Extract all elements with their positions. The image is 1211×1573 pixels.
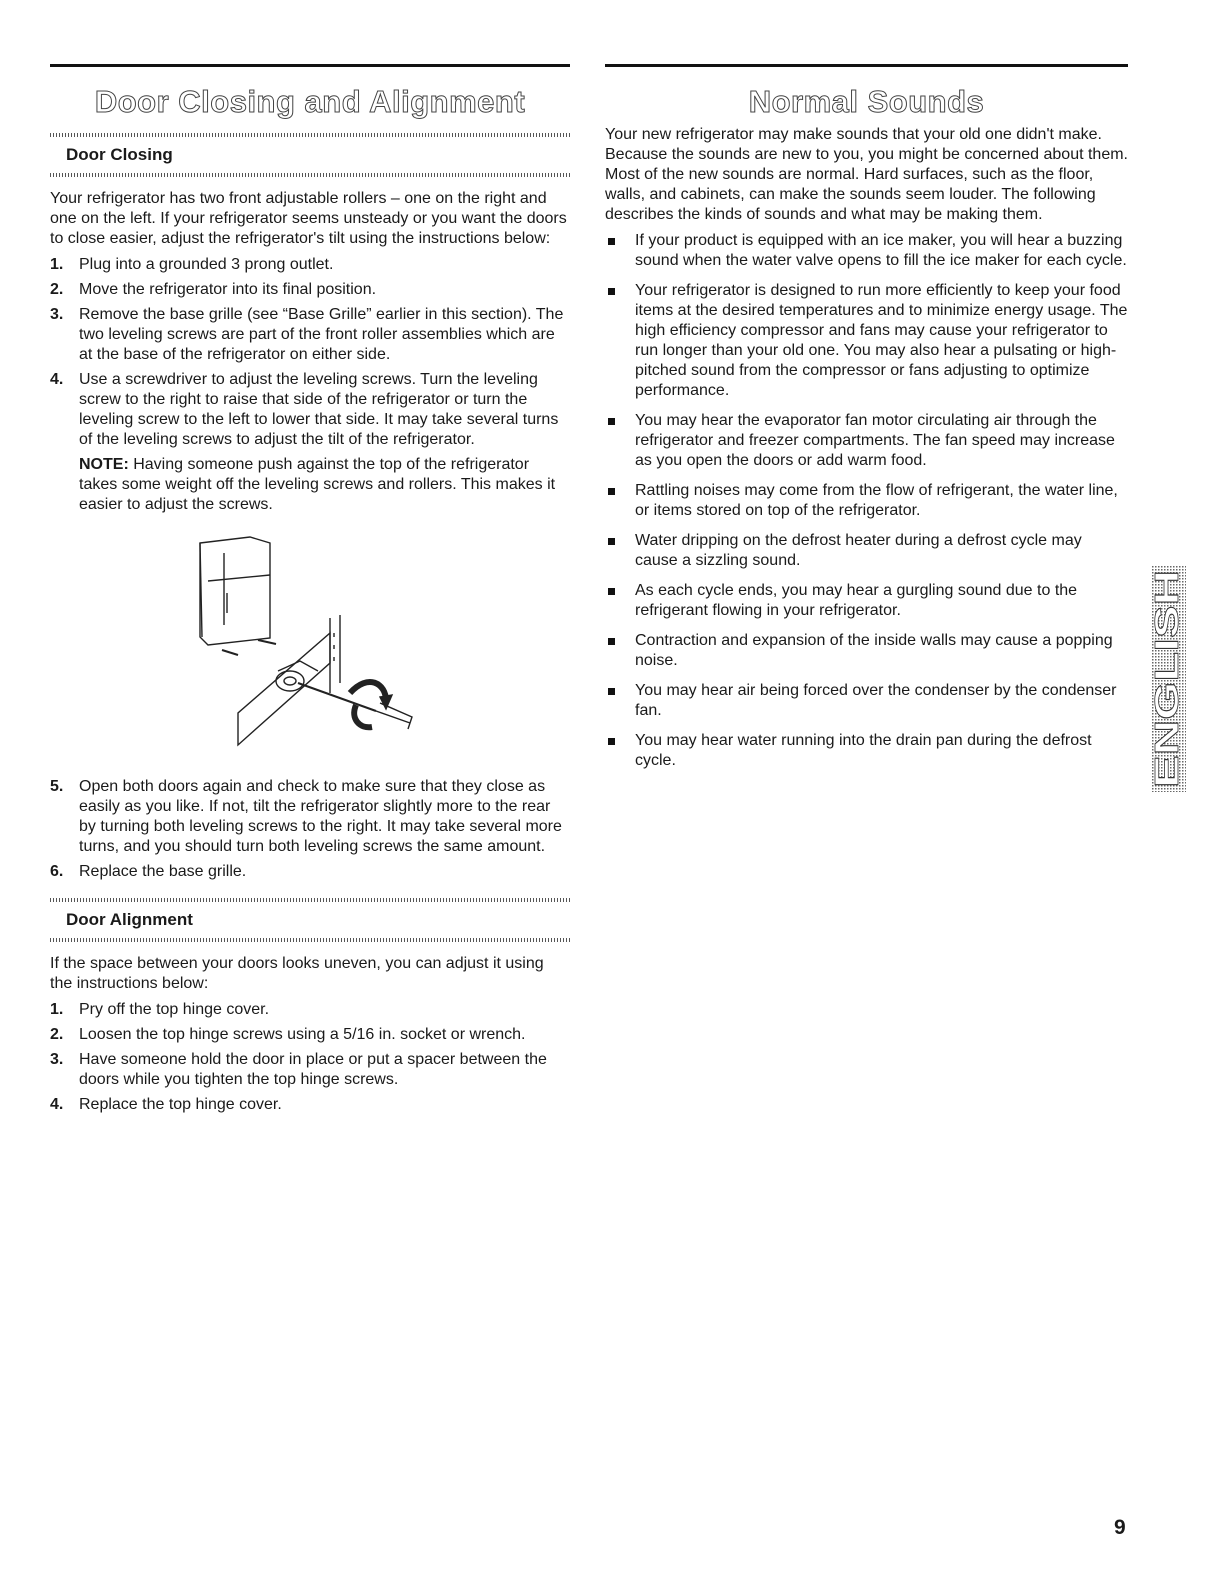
top-rule: [50, 64, 570, 67]
page-number: 9: [1114, 1516, 1126, 1539]
hatch-divider: [50, 938, 570, 942]
leveling-screw-illustration: [180, 533, 470, 763]
step-text: Replace the base grille.: [79, 863, 247, 880]
bullet-square-icon: [608, 688, 615, 695]
list-item: [605, 531, 1128, 571]
step-item: [50, 1050, 570, 1090]
step-text: Open both doors again and check to make sure that they close as easily as you like. If not, tilt the refrigerator slightly more to the rear by turning both leveling screws to the right. It may take several more turns, and you should turn both leveling screws the same amount.: [79, 778, 562, 855]
door-alignment-intro: If the space between your doors looks uneven, you can adjust it using the instructions below:: [50, 955, 544, 992]
language-tab-graphic: [1148, 566, 1186, 792]
step-number: 1.: [50, 256, 64, 273]
note-text: Having someone push against the top of the refrigerator takes some weight off the leveling screws and rollers. This makes it easier to adjust the screws.: [79, 456, 556, 513]
step-text: Use a screwdriver to adjust the leveling screws. Turn the leveling screw to the right to raise that side of the refrigerator or turn the leveling screw to the left to lower that side. It may take several turns of the leveling screws to adjust the tilt of the refrigerator.: [79, 371, 559, 448]
step-number: 3.: [50, 306, 64, 323]
list-item-text: If your product is equipped with an ice maker, you will hear a buzzing sound when the water valve opens to fill the ice maker for each cycle.: [635, 232, 1127, 269]
list-item: [605, 631, 1128, 671]
list-item-text: You may hear the evaporator fan motor circulating air through the refrigerator and freezer compartments. The fan speed may increase as you open the doors or add warm food.: [635, 412, 1115, 469]
step-item: [50, 305, 570, 365]
step-item: [50, 1025, 570, 1045]
step-item: [50, 1095, 570, 1115]
language-side-tab: [1148, 566, 1186, 792]
note-label: NOTE:: [79, 456, 129, 473]
section-title-door-closing-alignment: Door Closing and Alignment: [94, 84, 526, 119]
list-item-text: Water dripping on the defrost heater during a defrost cycle may cause a sizzling sound.: [635, 532, 1082, 569]
step-item: [50, 1000, 570, 1020]
step-item: [50, 777, 570, 857]
door-alignment-steps: [50, 1000, 570, 1115]
list-item-text: You may hear water running into the drain pan during the defrost cycle.: [635, 732, 1092, 769]
list-item: [605, 411, 1128, 471]
subheading-door-alignment: Door Alignment: [66, 910, 193, 929]
list-item-text: As each cycle ends, you may hear a gurgling sound due to the refrigerant flowing in your refrigerator.: [635, 582, 1078, 619]
step-number: 2.: [50, 281, 64, 298]
subheading-door-closing: Door Closing: [66, 145, 173, 164]
step-number: 4.: [50, 1096, 64, 1113]
list-item: [605, 281, 1128, 401]
sounds-list: [605, 231, 1128, 771]
bullet-square-icon: [608, 488, 615, 495]
step-item: [50, 255, 570, 275]
list-item-text: Your refrigerator is designed to run more efficiently to keep your food items at the desired temperatures and to minimize energy usage. The high efficiency compressor and fans may cause your refrigerator to run longer than your old one. You may also hear a pulsating or high-pitched sound from the compressor or fans adjusting to optimize performance.: [635, 282, 1128, 399]
step-number: 1.: [50, 1001, 64, 1018]
left-column: [50, 64, 570, 1120]
step-number: 5.: [50, 778, 64, 795]
door-closing-steps-continued: [50, 777, 570, 882]
note: [79, 455, 570, 515]
section-title-normal-sounds: Normal Sounds: [748, 84, 985, 119]
list-item: [605, 481, 1128, 521]
list-item-text: Rattling noises may come from the flow of refrigerant, the water line, or items stored on top of the refrigerator.: [635, 482, 1118, 519]
step-number: 3.: [50, 1051, 64, 1068]
bullet-square-icon: [608, 418, 615, 425]
step-item: [50, 280, 570, 300]
bullet-square-icon: [608, 738, 615, 745]
bullet-square-icon: [608, 588, 615, 595]
bullet-square-icon: [608, 538, 615, 545]
step-text: Pry off the top hinge cover.: [79, 1001, 270, 1018]
list-item-text: You may hear air being forced over the condenser by the condenser fan.: [635, 682, 1117, 719]
list-item: [605, 731, 1128, 771]
normal-sounds-intro: Your new refrigerator may make sounds that your old one didn't make. Because the sounds are new to you, you might be concerned about them. Most of the new sounds are normal. Hard surfaces, such as the floor, walls, and cabinets, can make the sounds seem louder. The following describes the kinds of sounds and what may be making them.: [605, 126, 1128, 223]
step-text: Move the refrigerator into its final position.: [79, 281, 377, 298]
step-number: 6.: [50, 863, 64, 880]
step-item: [50, 370, 570, 515]
step-item: [50, 862, 570, 882]
right-column: [605, 64, 1128, 781]
step-number: 2.: [50, 1026, 64, 1043]
list-item: [605, 681, 1128, 721]
bullet-square-icon: [608, 288, 615, 295]
refrigerator-leveling-illustration: [180, 533, 470, 763]
step-text: Loosen the top hinge screws using a 5/16 in. socket or wrench.: [79, 1026, 526, 1043]
side-tab-label: ENGLISH: [1148, 641, 1185, 788]
list-item: [605, 231, 1128, 271]
list-item-text: Contraction and expansion of the inside walls may cause a popping noise.: [635, 632, 1113, 669]
hatch-divider: [50, 173, 570, 177]
top-rule: [605, 64, 1128, 67]
step-number: 4.: [50, 371, 64, 388]
bullet-square-icon: [608, 638, 615, 645]
hatch-divider: [50, 133, 570, 137]
step-text: Remove the base grille (see “Base Grille” earlier in this section). The two leveling screws are part of the front roller assemblies which are at the base of the refrigerator on either side.: [79, 306, 564, 363]
door-closing-intro: Your refrigerator has two front adjustable rollers – one on the right and one on the left. If your refrigerator seems unsteady or you want the doors to close easier, adjust the refrigerator's tilt using the instructions below:: [50, 190, 567, 247]
step-text: Have someone hold the door in place or put a spacer between the doors while you tighten the top hinge screws.: [79, 1051, 547, 1088]
hatch-divider: [50, 898, 570, 902]
step-text: Replace the top hinge cover.: [79, 1096, 282, 1113]
step-text: Plug into a grounded 3 prong outlet.: [79, 256, 334, 273]
list-item: [605, 581, 1128, 621]
door-closing-steps: [50, 255, 570, 515]
bullet-square-icon: [608, 238, 615, 245]
